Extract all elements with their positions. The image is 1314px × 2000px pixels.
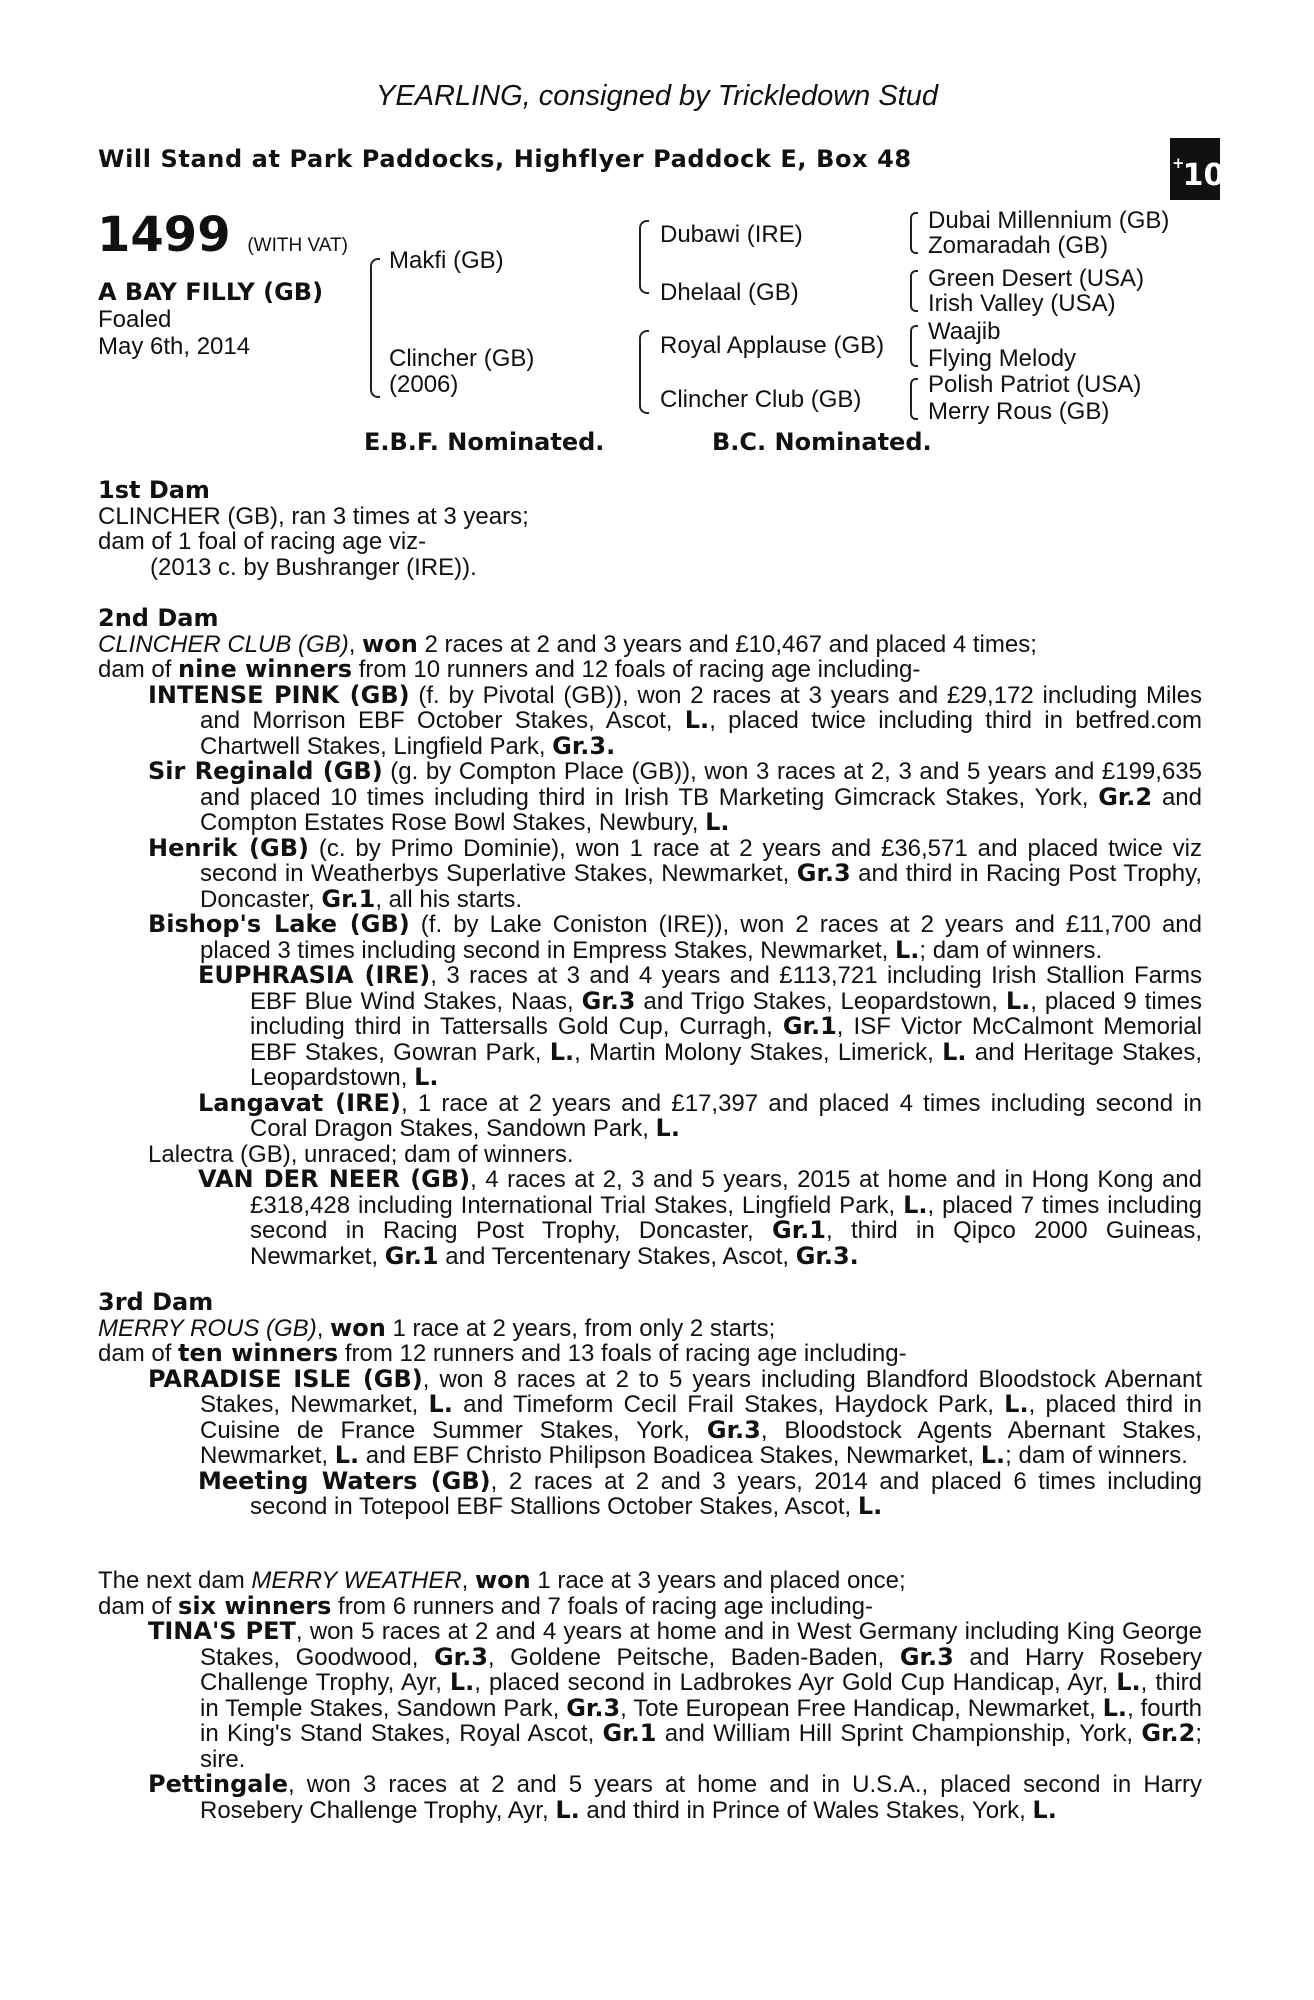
text: (f. by Pivotal (GB)), won 2 races at 3 years and £29,172 including Miles and Morrison EBF October Stakes, Ascot, bbox=[200, 681, 1203, 734]
text: , placed twice including third in betfred.com Chartwell Stakes, Lingfield Park, bbox=[200, 707, 1203, 760]
text: , Bloodstock Agents Abernant Stakes, Newmarket, bbox=[200, 1416, 1202, 1469]
grade: L. bbox=[655, 1114, 680, 1142]
grade: Gr.3 bbox=[566, 1693, 621, 1722]
foaled-date: May 6th, 2014 bbox=[98, 333, 251, 360]
text: ; dam of winners. bbox=[919, 936, 1103, 964]
horse-name: TINA'S PET bbox=[148, 1617, 296, 1645]
bracket-ss bbox=[910, 212, 918, 254]
dam-desc: 2 races at 2 and 3 years and £10,467 and placed 4 times; bbox=[417, 630, 1037, 658]
ebf-nominated: E.B.F. Nominated. bbox=[364, 428, 605, 456]
grade: L. bbox=[705, 808, 730, 836]
horse-name: VAN DER NEER (GB) bbox=[198, 1165, 471, 1193]
first-dam-line: CLINCHER (GB), ran 3 times at 3 years; bbox=[98, 502, 529, 530]
list-item bbox=[98, 1364, 1203, 1469]
dam-of: dam of bbox=[98, 1592, 179, 1620]
list-item bbox=[98, 680, 1203, 760]
grade: L. bbox=[1102, 1693, 1128, 1722]
dam: Clincher (GB) bbox=[389, 345, 535, 372]
vat-note: (WITH VAT) bbox=[247, 235, 348, 256]
grade: Gr.1 bbox=[772, 1216, 826, 1244]
text: and William Hill Sprint Championship, York, bbox=[656, 1720, 1142, 1747]
bc-nominated: B.C. Nominated. bbox=[712, 428, 932, 456]
grade: Gr.3 bbox=[899, 1642, 954, 1671]
text: , ISF Victor McCalmont Memorial EBF Stakes, Gowran Park, bbox=[250, 1013, 1202, 1066]
dam-dam: Clincher Club (GB) bbox=[660, 386, 862, 413]
dss: Waajib bbox=[928, 318, 1001, 345]
pedigree-bracket-sire bbox=[639, 220, 649, 294]
horse-name: Henrik (GB) bbox=[148, 833, 309, 862]
won-text: won bbox=[330, 1313, 386, 1342]
horse-name: PARADISE ISLE (GB) bbox=[148, 1364, 423, 1393]
text: , third in Temple Stakes, Sandown Park, bbox=[200, 1669, 1203, 1722]
grade: L. bbox=[894, 935, 920, 964]
dds: Polish Patriot (USA) bbox=[928, 371, 1142, 398]
text: , placed third in Cuisine de France Summer Stakes, York, bbox=[200, 1391, 1203, 1444]
sdd: Irish Valley (USA) bbox=[928, 290, 1116, 317]
grade: L. bbox=[334, 1441, 360, 1469]
dam-name: MERRY WEATHER bbox=[251, 1567, 462, 1594]
horse-name: INTENSE PINK (GB) bbox=[148, 680, 410, 709]
second-dam-heading: 2nd Dam bbox=[98, 604, 219, 632]
grade: L. bbox=[684, 706, 710, 734]
list-item bbox=[98, 1142, 1202, 1168]
text: , third in Qipco 2000 Guineas, Newmarket, bbox=[250, 1217, 1202, 1270]
text: Lalectra (GB), unraced; dam of winners. bbox=[148, 1140, 574, 1168]
text: , placed second in Ladbrokes Ayr Gold Cup Handicap, Ayr, bbox=[474, 1669, 1117, 1696]
grade: L. bbox=[1116, 1668, 1141, 1696]
text: , won 8 races at 2 to 5 years including Blandford Bloodstock Abernant Stakes, Newmarket, bbox=[200, 1365, 1202, 1418]
list-item bbox=[98, 1466, 1202, 1520]
first-dam-section bbox=[98, 478, 1202, 580]
grade: Gr.3. bbox=[552, 731, 616, 760]
next-dam-section bbox=[98, 1568, 1202, 1823]
winners-count: six winners bbox=[178, 1591, 332, 1620]
grade: Gr.2 bbox=[1098, 782, 1153, 811]
list-item bbox=[98, 759, 1202, 836]
lot-badge bbox=[1170, 138, 1225, 200]
dam-name: MERRY ROUS (GB) bbox=[98, 1314, 317, 1342]
horse-name: EUPHRASIA (IRE) bbox=[198, 961, 431, 989]
sss: Dubai Millennium (GB) bbox=[928, 207, 1170, 234]
grade: L. bbox=[549, 1037, 575, 1066]
grade: L. bbox=[1004, 1390, 1029, 1418]
sale-title: YEARLING, consigned by Trickledown Stud bbox=[375, 80, 938, 112]
grade: L. bbox=[428, 1390, 453, 1418]
lot-number bbox=[97, 207, 348, 271]
text: , 4 races at 2, 3 and 5 years, 2015 at home and in Hong Kong and £318,428 including International Trial Stakes, Lingfield Park, bbox=[250, 1166, 1202, 1219]
sire-dam: Dhelaal (GB) bbox=[660, 279, 799, 306]
won-text: won bbox=[362, 629, 418, 658]
ssd: Zomaradah (GB) bbox=[928, 232, 1109, 259]
horse-name: A BAY FILLY (GB) bbox=[98, 278, 324, 306]
foaled-label: Foaled bbox=[98, 306, 172, 333]
winners-count: ten winners bbox=[178, 1339, 339, 1367]
winners-count: nine winners bbox=[178, 655, 353, 683]
next-dam-line: The next dam MERRY WEATHER, won 1 race at 3 years and placed once; bbox=[98, 1566, 906, 1594]
horse-name: Langavat (IRE) bbox=[198, 1088, 401, 1117]
list-item bbox=[98, 1772, 1202, 1823]
horse-name: Sir Reginald (GB) bbox=[148, 757, 383, 785]
badge-plus: + bbox=[1172, 154, 1185, 172]
first-dam-produce: (2013 c. by Bushranger (IRE)). bbox=[150, 553, 477, 581]
grade: Gr.2 bbox=[1141, 1719, 1196, 1747]
sire: Makfi (GB) bbox=[389, 247, 504, 274]
text: , placed 9 times including third in Tattersalls Gold Cup, Curragh, bbox=[250, 987, 1203, 1040]
text: , 2 races at 2 and 3 years, 2014 and placed 6 times including second in Totepool EBF Stallions October Stakes, Ascot, bbox=[250, 1467, 1202, 1520]
grade: Gr.3 bbox=[796, 859, 851, 887]
text: , Goldene Peitsche, Baden-Baden, bbox=[487, 1643, 900, 1671]
dam-of: dam of bbox=[98, 656, 179, 683]
grade: L. bbox=[903, 1190, 928, 1219]
text: and Compton Estates Rose Bowl Stakes, Newbury, bbox=[200, 783, 1202, 836]
bracket-ds bbox=[910, 325, 918, 367]
list-item bbox=[98, 833, 1203, 913]
first-dam-line: dam of 1 foal of racing age viz- bbox=[98, 528, 427, 555]
grade: L. bbox=[414, 1063, 439, 1091]
badge-number: 10 bbox=[1182, 158, 1225, 193]
horse-name: Pettingale bbox=[148, 1770, 289, 1798]
from-runners: from 10 runners and 12 foals of racing age including- bbox=[352, 656, 921, 683]
list-item bbox=[98, 963, 1202, 1091]
grade: Gr.1 bbox=[782, 1012, 837, 1040]
prefix: The next dam bbox=[98, 1567, 252, 1594]
next-dam-produce-line bbox=[98, 1591, 1202, 1620]
text: and Timeform Cecil Frail Stakes, Haydock Park, bbox=[452, 1391, 1005, 1418]
sds: Green Desert (USA) bbox=[928, 265, 1145, 292]
dam-desc: 1 race at 3 years and placed once; bbox=[530, 1567, 906, 1594]
third-dam-heading: 3rd Dam bbox=[98, 1288, 214, 1316]
list-item bbox=[98, 1088, 1203, 1142]
dam-year: (2006) bbox=[389, 371, 459, 398]
text: and EBF Christo Philipson Boadicea Stakes, Newmarket, bbox=[359, 1442, 981, 1469]
from-runners: from 6 runners and 7 foals of racing age including- bbox=[331, 1592, 874, 1620]
list-item bbox=[98, 1167, 1202, 1269]
dsd: Flying Melody bbox=[928, 345, 1077, 372]
grade: L. bbox=[980, 1441, 1006, 1469]
list-item bbox=[98, 1619, 1202, 1772]
grade: L. bbox=[1032, 1795, 1057, 1824]
grade: L. bbox=[942, 1037, 967, 1066]
text: and third in Racing Post Trophy, Doncaster, bbox=[200, 860, 1203, 913]
first-dam-heading: 1st Dam bbox=[98, 476, 210, 504]
grade: Gr.3 bbox=[706, 1415, 761, 1444]
won-text: won bbox=[475, 1566, 531, 1594]
grade: L. bbox=[555, 1795, 580, 1824]
second-dam-produce-line bbox=[98, 657, 1202, 683]
grade: Gr.3 bbox=[433, 1642, 488, 1671]
text: and Heritage Stakes, Leopardstown, bbox=[250, 1038, 1202, 1091]
text: and third in Prince of Wales Stakes, York, bbox=[579, 1796, 1033, 1824]
grade: L. bbox=[857, 1492, 883, 1520]
text: (c. by Primo Dominie), won 1 race at 2 years and £36,571 and placed twice viz second in Weatherbys Superlative Stakes, Newmarket, bbox=[200, 834, 1202, 887]
text: , won 5 races at 2 and 4 years at home and in West Germany including King George Stakes, Goodwood, bbox=[200, 1618, 1202, 1671]
third-dam-section bbox=[98, 1290, 1202, 1520]
horse-name: Bishop's Lake (GB) bbox=[148, 910, 410, 938]
text: (f. by Lake Coniston (IRE)), won 2 races at 2 years and £11,700 and placed 3 times including second in Empress Stakes, Newmarket, bbox=[200, 911, 1202, 964]
dam-desc: 1 race at 2 years, from only 2 starts; bbox=[385, 1314, 776, 1342]
third-dam-line: MERRY ROUS (GB), won 1 race at 2 years, from only 2 starts; bbox=[98, 1313, 776, 1342]
grade: L. bbox=[1005, 986, 1031, 1015]
grade: Gr.1 bbox=[384, 1241, 439, 1270]
sire-sire: Dubawi (IRE) bbox=[660, 221, 803, 248]
text: , won 3 races at 2 and 5 years at home and in U.S.A., placed second in Harry Rosebery Challenge Trophy, Ayr, bbox=[200, 1771, 1202, 1824]
grade: L. bbox=[449, 1668, 475, 1696]
from-runners: from 12 runners and 13 foals of racing age including- bbox=[338, 1340, 907, 1367]
grade: Gr.3 bbox=[581, 986, 636, 1015]
dam-sire: Royal Applause (GB) bbox=[660, 332, 885, 359]
text: , fourth in King's Stand Stakes, Royal Ascot, bbox=[200, 1694, 1202, 1747]
pedigree-bracket-dam bbox=[639, 330, 649, 414]
grade: Gr.3. bbox=[795, 1241, 859, 1270]
text: , placed 7 times including second in Racing Post Trophy, Doncaster, bbox=[250, 1191, 1203, 1244]
bracket-sd bbox=[910, 270, 918, 312]
ddd: Merry Rous (GB) bbox=[928, 398, 1110, 425]
grade: Gr.1 bbox=[321, 884, 376, 913]
text: , Tote European Free Handicap, Newmarket, bbox=[620, 1694, 1103, 1722]
text: ; sire. bbox=[200, 1720, 1202, 1773]
text: , 3 races at 3 and 4 years and £113,721 including Irish Stallion Farms EBF Blue Wind Stakes, Naas, bbox=[250, 962, 1203, 1015]
text: , all his starts. bbox=[375, 885, 523, 913]
list-item bbox=[98, 912, 1202, 963]
text: (g. by Compton Place (GB)), won 3 races at 2, 3 and 5 years and £199,635 and placed 10 times including third in Irish TB Marketing Gimcrack Stakes, York, bbox=[200, 758, 1202, 811]
dam-of: dam of bbox=[98, 1340, 179, 1367]
text: and Trigo Stakes, Leopardstown, bbox=[635, 987, 1006, 1015]
text: , Martin Molony Stakes, Limerick, bbox=[574, 1038, 943, 1066]
bracket-dd bbox=[910, 378, 918, 420]
text: and Tercentenary Stakes, Ascot, bbox=[438, 1242, 796, 1270]
second-dam-section bbox=[98, 606, 1202, 1269]
text: , 1 race at 2 years and £17,397 and placed 4 times including second in Coral Dragon Stakes, Sandown Park, bbox=[250, 1089, 1203, 1142]
text: ; dam of winners. bbox=[1005, 1442, 1188, 1469]
lot-number-value: 1499 bbox=[97, 207, 231, 263]
pedigree-bracket-main bbox=[370, 258, 380, 398]
dam-name: CLINCHER CLUB (GB) bbox=[98, 630, 349, 658]
grade: Gr.1 bbox=[602, 1719, 657, 1747]
third-dam-produce-line bbox=[98, 1341, 1202, 1367]
stand-location: Will Stand at Park Paddocks, Highflyer Paddock E, Box 48 bbox=[98, 145, 912, 173]
horse-name: Meeting Waters (GB) bbox=[198, 1466, 491, 1495]
second-dam-line: CLINCHER CLUB (GB), won 2 races at 2 and 3 years and £10,467 and placed 4 times; bbox=[98, 629, 1037, 658]
text: and Harry Rosebery Challenge Trophy, Ayr, bbox=[200, 1643, 1202, 1696]
